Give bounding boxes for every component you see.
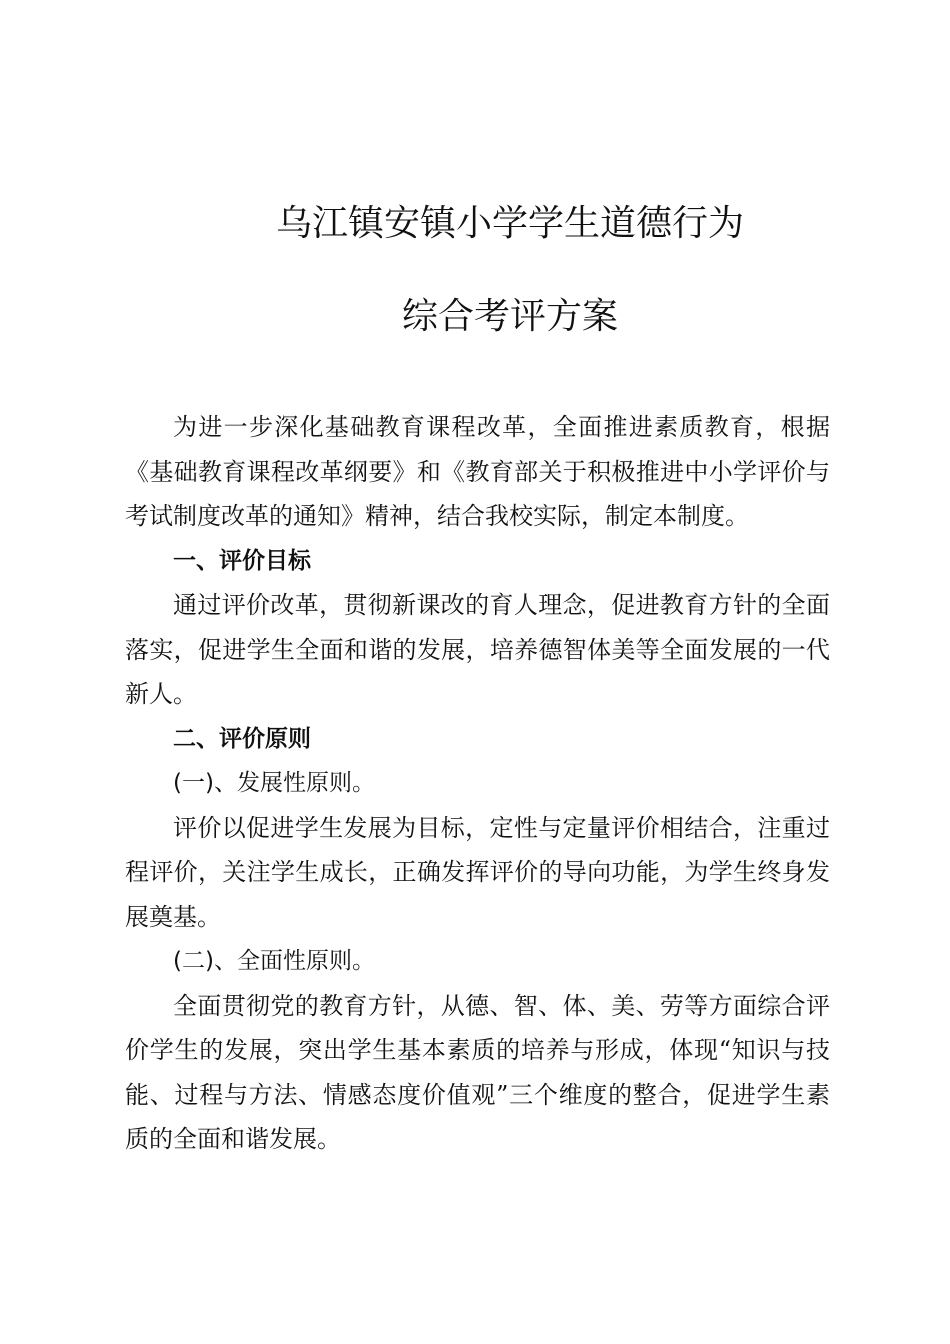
section-1-paragraph: 通过评价改革，贯彻新课改的育人理念，促进教育方针的全面落实，促进学生全面和谐的发展，培养德智体美等全面发展的一代新人。 [125, 591, 830, 708]
intro-paragraph: 为进一步深化基础教育课程改革，全面推进素质教育，根据《基础教育课程改革纲要》和《教育部关于积极推进中小学评价与考试制度改革的通知》精神，结合我校实际，制定本制度。 [125, 413, 830, 530]
section-2-heading: 二、评价原则 [173, 725, 311, 752]
document-body [125, 405, 830, 1162]
principle-1-heading: (一)、发展性原则。 [173, 770, 375, 796]
principle-2-heading: (二)、全面性原则。 [173, 948, 375, 974]
document-title-line-1: 乌江镇安镇小学学生道德行为 [275, 203, 744, 244]
principle-1-paragraph: 评价以促进学生发展为目标，定性与定量评价相结合，注重过程评价，关注学生成长，正确发挥评价的导向功能，为学生终身发展奠基。 [125, 813, 830, 931]
section-1-heading: 一、评价目标 [173, 547, 311, 574]
document-title-line-2: 综合考评方案 [401, 296, 618, 337]
principle-2-paragraph: 全面贯彻党的教育方针，从德、智、体、美、劳等方面综合评价学生的发展，突出学生基本素质的培养与形成，体现“知识与技能、过程与方法、情感态度价值观”三个维度的整合，促进学生素质的全面和谐发展。 [125, 991, 830, 1153]
